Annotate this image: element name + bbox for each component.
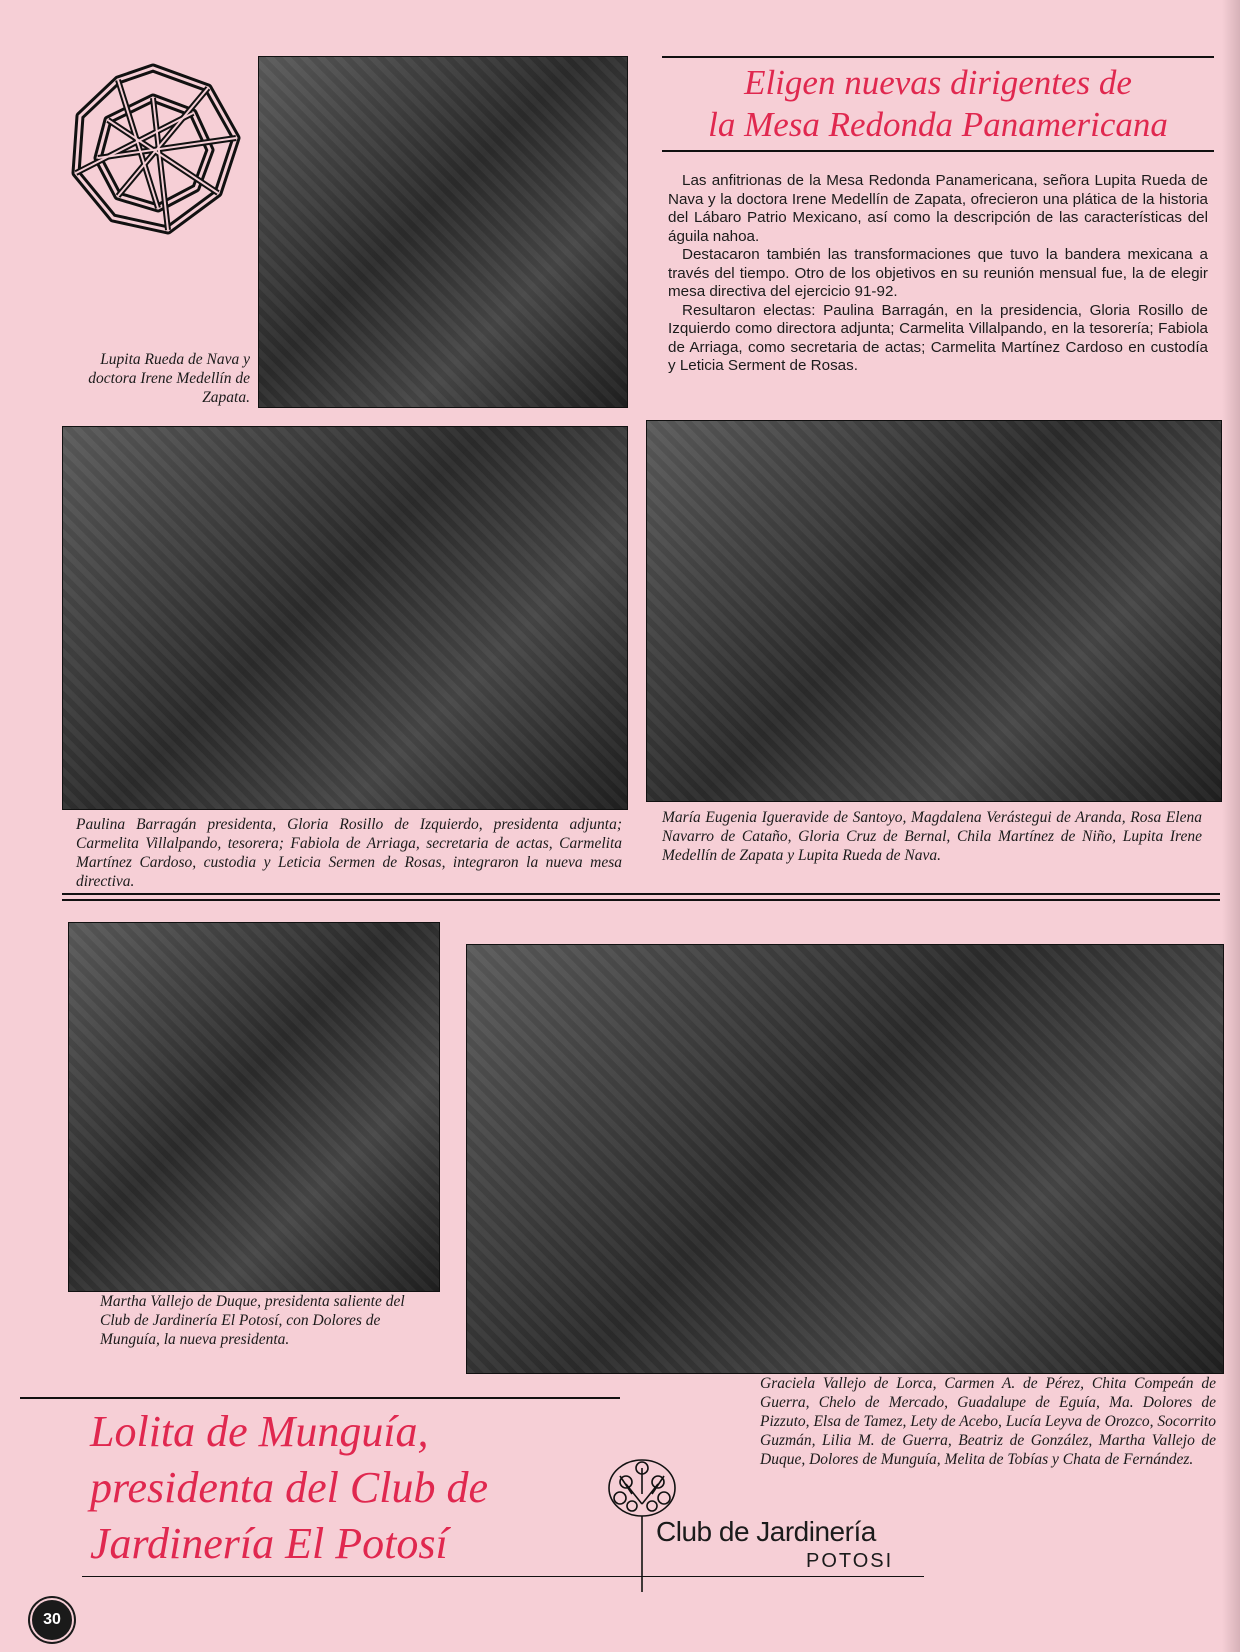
knot-emblem-icon xyxy=(58,58,248,243)
caption-new-board: Paulina Barragán presidenta, Gloria Rosillo de Izquierdo, presidenta adjunta; Carmelita Villalpando, tesorera; Fabiola de Arriaga, secretaria de actas, Carmelita Martínez Cardoso, custodia y Leticia Sermen de Rosas, integraron la nueva mesa directiva. xyxy=(76,816,622,890)
article1-title-line2: la Mesa Redonda Panamericana xyxy=(708,105,1168,144)
photo-outgoing-and-new-president xyxy=(68,922,440,1292)
photo-hostesses xyxy=(258,56,628,408)
caption-outgoing-and-new-president: Martha Vallejo de Duque, presidenta saliente del Club de Jardinería El Potosí, con Dolores de Munguía, la nueva presidenta. xyxy=(100,1293,405,1348)
article1-paragraph: Destacaron también las transformaciones que tuvo la bandera mexicana a través del tiempo. Otro de los objetivos en su reunión mensual fue, la de elegir mesa directiva del ejercicio 91-92. xyxy=(668,246,1208,300)
article1-paragraph: Resultaron electas: Paulina Barragán, en la presidencia, Gloria Rosillo de Izquierdo como directora adjunta; Carmelita Villalpando, en la tesorería; Fabiola de Arriaga, como secretaria de actas; Carmelita Martínez Cardoso en custodía y Leticia Serment de Rosas. xyxy=(668,301,1208,374)
section-divider-bottom xyxy=(62,899,1220,901)
caption-table-group: María Eugenia Igueravide de Santoyo, Magdalena Verástegui de Aranda, Rosa Elena Navarro de Cataño, Gloria Cruz de Bernal, Chila Martínez de Niño, Lupita Irene Medellín de Zapata y Lupita Rueda de Nava. xyxy=(662,809,1202,864)
garden-club-logo-line1: Club de Jardinería xyxy=(656,1516,876,1547)
article1-title xyxy=(662,62,1214,146)
article2-rule-bottom xyxy=(82,1576,924,1577)
headline-rule-bottom xyxy=(662,150,1214,152)
page-edge-shadow xyxy=(1222,0,1240,1652)
article1-title-line1: Eligen nuevas dirigentes de xyxy=(744,63,1132,102)
photo-garden-club-group xyxy=(466,944,1224,1374)
article2-rule-top xyxy=(20,1397,620,1399)
caption-hostesses: Lupita Rueda de Nava y doctora Irene Medellín de Zapata. xyxy=(88,351,250,406)
section-divider-top xyxy=(62,893,1220,895)
page-number-badge: 30 xyxy=(30,1598,74,1642)
article1-body xyxy=(668,172,1208,376)
article1-paragraph: Las anfitrionas de la Mesa Redonda Panamericana, señora Lupita Rueda de Nava y la doctora Irene Medellín de Zapata, ofrecieron una plática de la historia del Lábaro Patrio Mexicano, así como la descripción de las características del águila nahoa. xyxy=(668,172,1208,245)
headline-rule-top xyxy=(662,56,1214,58)
photo-table-group xyxy=(646,420,1222,802)
garden-club-logo-line2: POTOSI xyxy=(806,1550,894,1572)
caption-garden-club-group: Graciela Vallejo de Lorca, Carmen A. de Pérez, Chita Compeán de Guerra, Chelo de Mercado, Guadalupe de Eguía, Ma. Dolores de Pizzuto, Elsa de Tamez, Lety de Acebo, Lucía Leyva de Orozco, Socorrito Guzmán, Lilia M. de Guerra, Beatriz de González, Martha Vallejo de Duque, Dolores de Munguía, Melita de Tobías y Chata de Fernández. xyxy=(760,1375,1216,1468)
article2-title xyxy=(40,1404,620,1572)
article2-title-line3: Jardinería El Potosí xyxy=(90,1519,448,1568)
article2-title-line1: Lolita de Munguía, xyxy=(90,1407,429,1456)
photo-new-board xyxy=(62,426,628,810)
article2-title-line2: presidenta del Club de xyxy=(90,1463,488,1512)
garden-club-logo-text xyxy=(656,1516,916,1573)
